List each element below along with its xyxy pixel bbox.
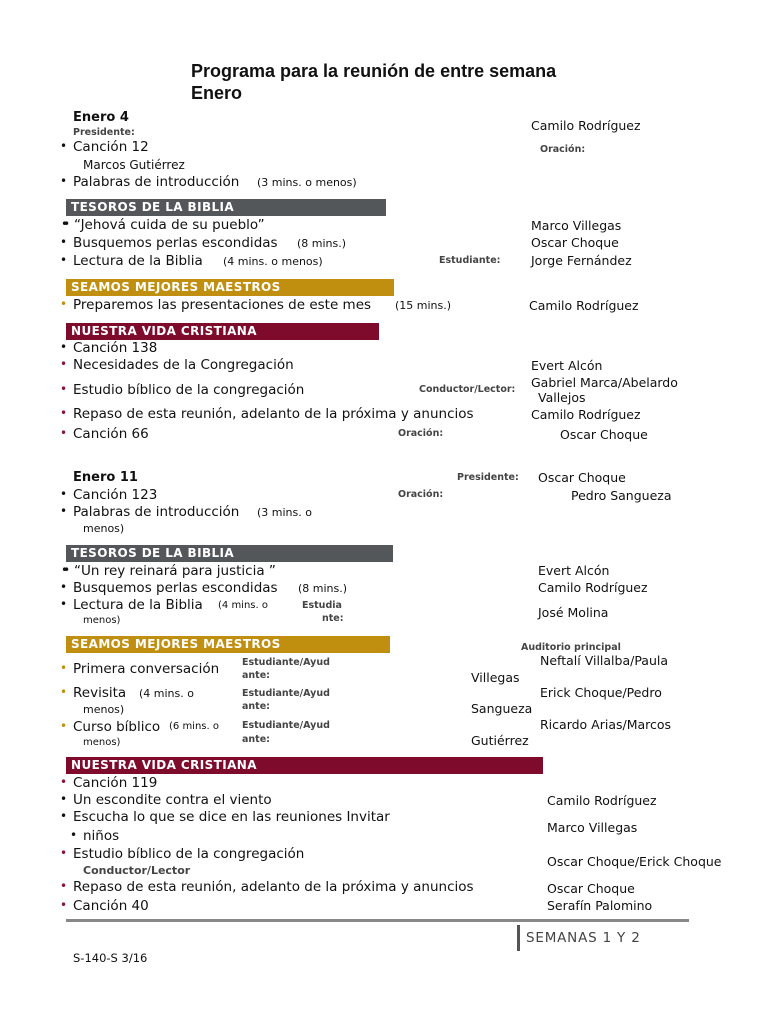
week2-review: • Repaso de esta reunión, adelanto de la próxima y anuncios bbox=[73, 879, 474, 895]
week1-gems-name: Oscar Choque bbox=[531, 235, 619, 250]
week2-song-close: • Canción 40 bbox=[73, 898, 149, 914]
week1-student-label: Estudiante: bbox=[439, 255, 501, 266]
week1-president-name: Camilo Rodríguez bbox=[531, 118, 641, 133]
week1-intro: • Palabras de introducción bbox=[73, 174, 239, 190]
week2-return-visit-time-b: menos) bbox=[83, 703, 125, 716]
week1-section-living: NUESTRA VIDA CRISTIANA bbox=[66, 323, 379, 340]
week2-treasures-talk: • “Un rey reinará para justicia ” bbox=[74, 563, 276, 579]
week1-cbs: • Estudio bíblico de la congregación bbox=[73, 382, 304, 398]
week2-section-living: NUESTRA VIDA CRISTIANA bbox=[66, 757, 543, 774]
week2-bible-study-time-a: (6 mins. o bbox=[169, 721, 219, 732]
week2-initial-call: • Primera conversación bbox=[73, 661, 219, 677]
week2-return-visit-time-a: (4 mins. o bbox=[139, 687, 194, 700]
week2-student-assistant-label-e: Estudiante/Ayud bbox=[242, 720, 330, 731]
week2-cbs-name: Oscar Choque/Erick Choque bbox=[547, 854, 722, 869]
week2-student-label-b: nte: bbox=[322, 613, 344, 624]
week2-student-assistant-label-f: ante: bbox=[242, 734, 270, 745]
week2-bible-study-name-a: Ricardo Arias/Marcos bbox=[540, 717, 672, 732]
footer-code: S-140-S 3/16 bbox=[73, 951, 148, 965]
week2-date: Enero 11 bbox=[73, 470, 138, 485]
week1-song-mid: • Canción 138 bbox=[73, 340, 157, 356]
week1-presentations: • Preparemos las presentaciones de este mes bbox=[73, 297, 371, 313]
week2-student-assistant-label-c: Estudiante/Ayud bbox=[242, 688, 330, 699]
week2-gems-time: (8 mins.) bbox=[298, 582, 348, 595]
week2-student-label-a: Estudia bbox=[302, 600, 342, 611]
week2-student-assistant-label-b: ante: bbox=[242, 670, 270, 681]
footer-vertical-bar bbox=[517, 925, 520, 951]
week2-prayer-name: Pedro Sangueza bbox=[571, 488, 672, 503]
week2-prayer-label: Oración: bbox=[398, 489, 444, 500]
week1-bible-reading-name: Jorge Fernández bbox=[531, 253, 632, 268]
week2-student-assistant-label-d: ante: bbox=[242, 701, 270, 712]
week2-initial-call-name-b: Villegas bbox=[471, 670, 520, 685]
week2-bible-reading-time-b: menos) bbox=[83, 615, 121, 626]
week2-song-open: • Canción 123 bbox=[73, 487, 157, 503]
week2-initial-call-name-a: Neftalí Villalba/Paula bbox=[540, 653, 669, 668]
week1-bible-reading: • Lectura de la Biblia bbox=[73, 253, 203, 269]
bullet-icon: • bbox=[63, 563, 71, 577]
week2-bible-study-time-b: menos) bbox=[83, 737, 121, 748]
week2-living-part2-name: Marco Villegas bbox=[547, 820, 638, 835]
week2-intro-time-a: (3 mins. o bbox=[257, 506, 312, 519]
week2-bible-study: • Curso bíblico bbox=[73, 719, 160, 735]
week1-review: • Repaso de esta reunión, adelanto de la próxima y anuncios bbox=[73, 406, 474, 422]
week2-living-part2-b: • niños bbox=[83, 828, 119, 844]
week1-gems: • Busquemos perlas escondidas bbox=[73, 235, 278, 251]
week2-main-hall-label: Auditorio principal bbox=[521, 642, 621, 653]
week2-president-label: Presidente: bbox=[457, 472, 519, 483]
week1-intro-time: (3 mins. o menos) bbox=[257, 176, 357, 189]
week1-presentations-time: (15 mins.) bbox=[395, 299, 452, 312]
week2-section-treasures: TESOROS DE LA BIBLIA bbox=[66, 545, 393, 562]
week1-cbs-name-a: Gabriel Marca/Abelardo bbox=[531, 375, 678, 390]
week2-bible-reading: • Lectura de la Biblia bbox=[73, 597, 203, 613]
week2-bible-study-name-b: Gutiérrez bbox=[471, 733, 529, 748]
week2-intro-time-b: menos) bbox=[83, 522, 125, 535]
week1-bible-reading-time: (4 mins. o menos) bbox=[223, 255, 323, 268]
week2-conductor-label: Conductor/Lector bbox=[83, 864, 191, 877]
bullet-icon: • bbox=[63, 217, 71, 231]
week1-living-part-name: Evert Alcón bbox=[531, 358, 603, 373]
week2-return-visit: • Revisita bbox=[73, 685, 126, 701]
week2-treasures-talk-name: Evert Alcón bbox=[538, 563, 610, 578]
week2-cbs: • Estudio bíblico de la congregación bbox=[73, 846, 304, 862]
week1-living-part: • Necesidades de la Congregación bbox=[73, 357, 294, 373]
week1-review-name: Camilo Rodríguez bbox=[531, 407, 641, 422]
week2-student-assistant-label-a: Estudiante/Ayud bbox=[242, 657, 330, 668]
week1-treasures-talk-name: Marco Villegas bbox=[531, 218, 622, 233]
week2-bible-reading-time-a: (4 mins. o bbox=[218, 600, 268, 611]
week1-presentations-name: Camilo Rodríguez bbox=[529, 298, 639, 313]
week2-living-part: • Un escondite contra el viento bbox=[73, 792, 272, 808]
page-subtitle-month: Enero bbox=[191, 83, 243, 103]
week1-president-label: Presidente: bbox=[73, 127, 135, 138]
week2-living-part-name: Camilo Rodríguez bbox=[547, 793, 657, 808]
week1-gems-time: (8 mins.) bbox=[297, 237, 347, 250]
week2-president-name: Oscar Choque bbox=[538, 470, 626, 485]
week1-conductor-label: Conductor/Lector: bbox=[419, 384, 516, 395]
week1-treasures-talk: • “Jehová cuida de su pueblo” bbox=[74, 217, 265, 233]
week1-section-ministry: SEAMOS MEJORES MAESTROS bbox=[66, 279, 394, 296]
week2-bible-reading-name: José Molina bbox=[538, 605, 609, 620]
week2-section-ministry: SEAMOS MEJORES MAESTROS bbox=[66, 636, 390, 653]
week2-review-name: Oscar Choque bbox=[547, 881, 635, 896]
page-title: Programa para la reunión de entre semana bbox=[191, 61, 557, 81]
week2-return-visit-name-b: Sangueza bbox=[471, 701, 533, 716]
week2-gems: • Busquemos perlas escondidas bbox=[73, 580, 278, 596]
week1-prayer-close-label: Oración: bbox=[398, 428, 444, 439]
week1-cbs-name-b: Vallejos bbox=[538, 390, 586, 405]
week2-prayer-close-name: Serafín Palomino bbox=[547, 898, 653, 913]
week2-song-mid: • Canción 119 bbox=[73, 775, 157, 791]
week1-date: Enero 4 bbox=[73, 110, 129, 125]
week1-section-treasures: TESOROS DE LA BIBLIA bbox=[66, 199, 386, 216]
week2-gems-name: Camilo Rodríguez bbox=[538, 580, 648, 595]
week1-prayer-label: Oración: bbox=[540, 144, 586, 155]
week1-song-open: • Canción 12 bbox=[73, 139, 149, 155]
footer-weeks: SEMANAS 1 Y 2 bbox=[526, 930, 641, 946]
footer-divider bbox=[66, 919, 689, 922]
week2-return-visit-name-a: Erick Choque/Pedro bbox=[540, 685, 662, 700]
week1-prayer-name: Marcos Gutiérrez bbox=[83, 158, 185, 172]
week2-living-part2: • Escucha lo que se dice en las reuniones Invitar bbox=[73, 809, 390, 825]
week2-intro: • Palabras de introducción bbox=[73, 504, 239, 520]
week1-song-close: • Canción 66 bbox=[73, 426, 149, 442]
week1-prayer-close-name: Oscar Choque bbox=[560, 427, 648, 442]
